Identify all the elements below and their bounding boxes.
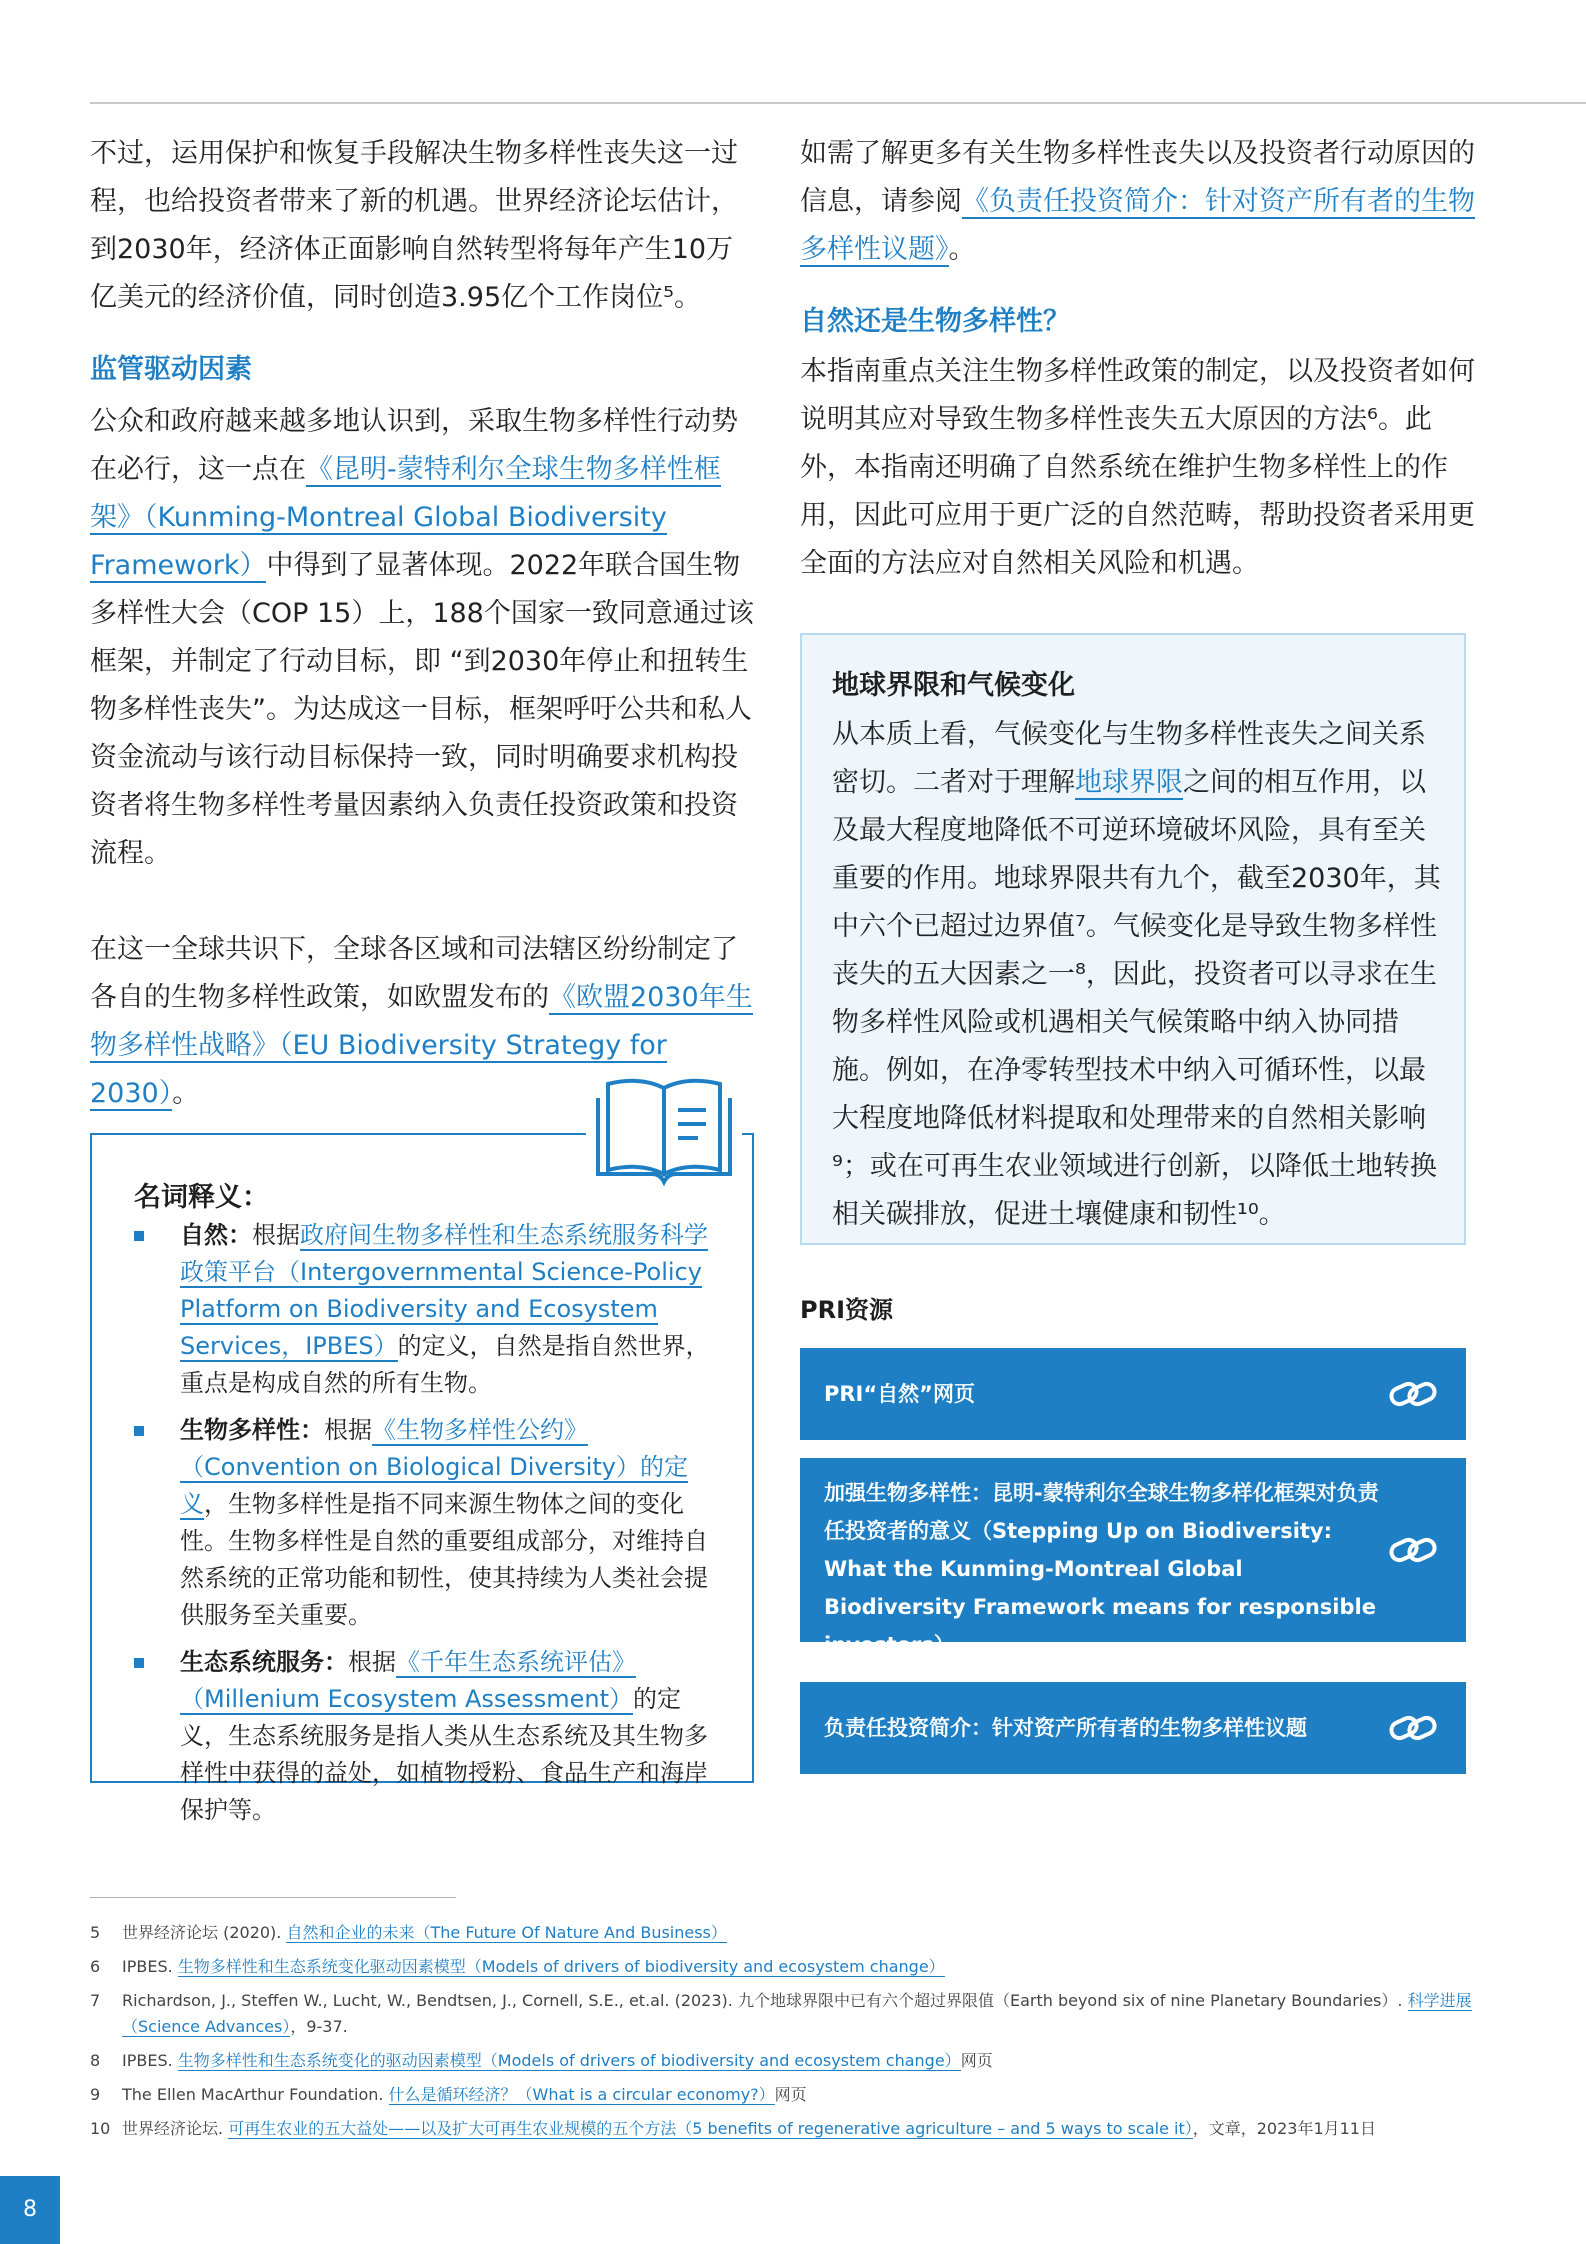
planetary-boundaries-callout [800, 633, 1466, 1245]
glossary-item-nature: 自然：根据政府间生物多样性和生态系统服务科学政策平台（Intergovernmental Science-Policy Platform on Biodiversity and Ecosystem Services，IPBES）的定义，自然是指自然世界，重点是构成自然的所有生物。 [132, 1217, 722, 1402]
footnote-10-link[interactable]: 可再生农业的五大益处——以及扩大可再生农业规模的五个方法（5 benefits of regenerative agriculture – and 5 ways to scale it） [228, 2119, 1193, 2138]
glossary-item-ecosystem-services: 生态系统服务：根据《千年生态系统评估》（Millenium Ecosystem Assessment）的定义，生态系统服务是指人类从生态系统及其生物多样性中获得的益处，如植物授粉、食品生产和海岸保护等。 [132, 1644, 722, 1829]
footnote-8-link[interactable]: 生物多样性和生态系统变化的驱动因素模型（Models of drivers of biodiversity and ecosystem change） [177, 2051, 961, 2070]
footnote-rule [90, 1897, 456, 1898]
right-column [800, 130, 1476, 588]
ipbes-link[interactable]: 政府间生物多样性和生态系统服务科学政策平台（Intergovernmental Science-Policy Platform on Biodiversity and Ecosystem Services，IPBES） [180, 1221, 708, 1360]
pri-nature-webpage-button[interactable]: PRI“自然”网页 [800, 1348, 1466, 1440]
glossary-box [90, 1133, 754, 1824]
millenium-assessment-link[interactable]: 《千年生态系统评估》（Millenium Ecosystem Assessment） [180, 1648, 636, 1713]
kunming-montreal-framework-link[interactable]: 《昆明-蒙特利尔全球生物多样性框架》（Kunming-Montreal Global Biodiversity Framework） [90, 454, 721, 581]
eu-strategy-paragraph: 在这一全球共识下，全球各区域和司法辖区纷纷制定了各自的生物多样性政策，如欧盟发布的《欧盟2030年生物多样性战略》（EU Biodiversity Strategy for 2030）。 [90, 934, 753, 1109]
footnote-7: 7 Richardson, J., Steffen W., Lucht, W., Bendtsen, J., Cornell, S.E., et.al. (2023). 九个地球界限中已有六个超过界限值（Earth beyond six of nine Planetary Boundaries）. 科学进展（Science Advances），9-37. [90, 1991, 1472, 2036]
chain-link-icon [1388, 1378, 1438, 1410]
open-book-icon [586, 1070, 742, 1190]
glossary-item-biodiversity: 生物多样性：根据《生物多样性公约》（Convention on Biological Diversity）的定义，生物多样性是指不同来源生物体之间的变化性。生物多样性是自然的重要组成部分，对维持自然系统的正常功能和韧性，使其持续为人类社会提供服务至关重要。 [132, 1412, 722, 1634]
top-rule [90, 102, 1586, 104]
more-info-paragraph: 如需了解更多有关生物多样性丧失以及投资者行动原因的信息，请参阅《负责任投资简介：针对资产所有者的生物多样性议题》。 [800, 138, 1475, 265]
eu-biodiversity-strategy-link[interactable]: 《欧盟2030年生物多样性战略》（EU Biodiversity Strategy for 2030） [90, 982, 753, 1109]
footnote-6-link[interactable]: 生物多样性和生态系统变化驱动因素模型（Models of drivers of biodiversity and ecosystem change） [177, 1957, 945, 1976]
guide-focus-paragraph: 本指南重点关注生物多样性政策的制定，以及投资者如何说明其应对导致生物多样性丧失五大原因的方法⁶。此外，本指南还明确了自然系统在维护生物多样性上的作用，因此可应用于更广泛的自然范畴，帮助投资者采用更全面的方法应对自然相关风险和机遇。 [800, 356, 1475, 579]
left-column [90, 130, 758, 1118]
asset-owner-biodiversity-button[interactable]: 负责任投资简介：针对资产所有者的生物多样性议题 [800, 1682, 1466, 1774]
cbd-link[interactable]: 《生物多样性公约》（Convention on Biological Diversity）的定义 [180, 1416, 688, 1518]
regulatory-paragraph: 公众和政府越来越多地认识到，采取生物多样性行动势在必行，这一点在《昆明-蒙特利尔全球生物多样性框架》（Kunming-Montreal Global Biodiversity Framework）中得到了显著体现。2022年联合国生物多样性大会（COP 15）上，188个国家一致同意通过该框架，并制定了行动目标，即 “到2030年停止和扭转生物多样性丧失”。为达成这一目标，框架呼吁公共和私人资金流动与该行动目标保持一致，同时明确要求机构投资者将生物多样性考量因素纳入负责任投资政策和投资流程。 [90, 406, 754, 869]
planetary-boundaries-link[interactable]: 地球界限 [1075, 767, 1183, 798]
nature-or-biodiversity-heading: 自然还是生物多样性？ [800, 306, 1070, 337]
asset-owner-biodiversity-link[interactable]: 《负责任投资简介：针对资产所有者的生物多样性议题》 [800, 186, 1475, 265]
bullet-icon [134, 1426, 144, 1436]
footnote-10: 10 世界经济论坛. 可再生农业的五大益处——以及扩大可再生农业规模的五个方法（5 benefits of regenerative agriculture – and 5 ways to scale it），文章，2023年1月11日 [90, 2119, 1376, 2138]
callout-title: 地球界限和气候变化 [832, 670, 1075, 701]
regulatory-drivers-heading: 监管驱动因素 [90, 354, 252, 385]
chain-link-icon [1388, 1712, 1438, 1744]
footnote-5-link[interactable]: 自然和企业的未来（The Future Of Nature And Business） [286, 1923, 727, 1942]
glossary-title: 名词释义： [134, 1182, 269, 1213]
stepping-up-biodiversity-button[interactable]: 加强生物多样性：昆明-蒙特利尔全球生物多样化框架对负责任投资者的意义（Stepping Up on Biodiversity: What the Kunming-Montreal Global Biodiversity Framework means for responsible investors） [800, 1458, 1466, 1642]
intro-paragraph: 不过，运用保护和恢复手段解决生物多样性丧失这一过程，也给投资者带来了新的机遇。世界经济论坛估计，到2030年，经济体正面影响自然转型将每年产生10万亿美元的经济价值，同时创造3.95亿个工作岗位⁵。 [90, 138, 738, 313]
pri-resources-title: PRI资源 [800, 1296, 893, 1324]
footnote-9: 9 The Ellen MacArthur Foundation. 什么是循环经济？（What is a circular economy?）网页 [90, 2085, 807, 2104]
footnote-9-link[interactable]: 什么是循环经济？（What is a circular economy?） [388, 2085, 775, 2104]
glossary-list [132, 1217, 722, 1839]
footnotes [90, 1920, 1490, 2150]
page-number: 8 [0, 2176, 60, 2244]
footnote-8: 8 IPBES. 生物多样性和生态系统变化的驱动因素模型（Models of drivers of biodiversity and ecosystem change）网页 [90, 2051, 993, 2070]
footnote-7-link[interactable]: 科学进展（Science Advances） [122, 1991, 1472, 2036]
footnote-6: 6 IPBES. 生物多样性和生态系统变化驱动因素模型（Models of drivers of biodiversity and ecosystem change） [90, 1957, 945, 1976]
bullet-icon [134, 1658, 144, 1668]
footnote-5: 5 世界经济论坛 (2020). 自然和企业的未来（The Future Of Nature And Business） [90, 1923, 727, 1942]
callout-text: 从本质上看，气候变化与生物多样性丧失之间关系密切。二者对于理解地球界限之间的相互作用，以及最大程度地降低不可逆环境破坏风险，具有至关重要的作用。地球界限共有九个，截至2030年，其中六个已超过边界值⁷。气候变化是导致生物多样性丧失的五大因素之一⁸，因此，投资者可以寻求在生物多样性风险或机遇相关气候策略中纳入协同措施。例如，在净零转型技术中纳入可循环性，以最大程度地降低材料提取和处理带来的自然相关影响⁹；或在可再生农业领域进行创新，以降低土地转换相关碳排放，促进土壤健康和韧性¹⁰。 [832, 719, 1441, 1230]
chain-link-icon [1388, 1534, 1438, 1566]
bullet-icon [134, 1231, 144, 1241]
